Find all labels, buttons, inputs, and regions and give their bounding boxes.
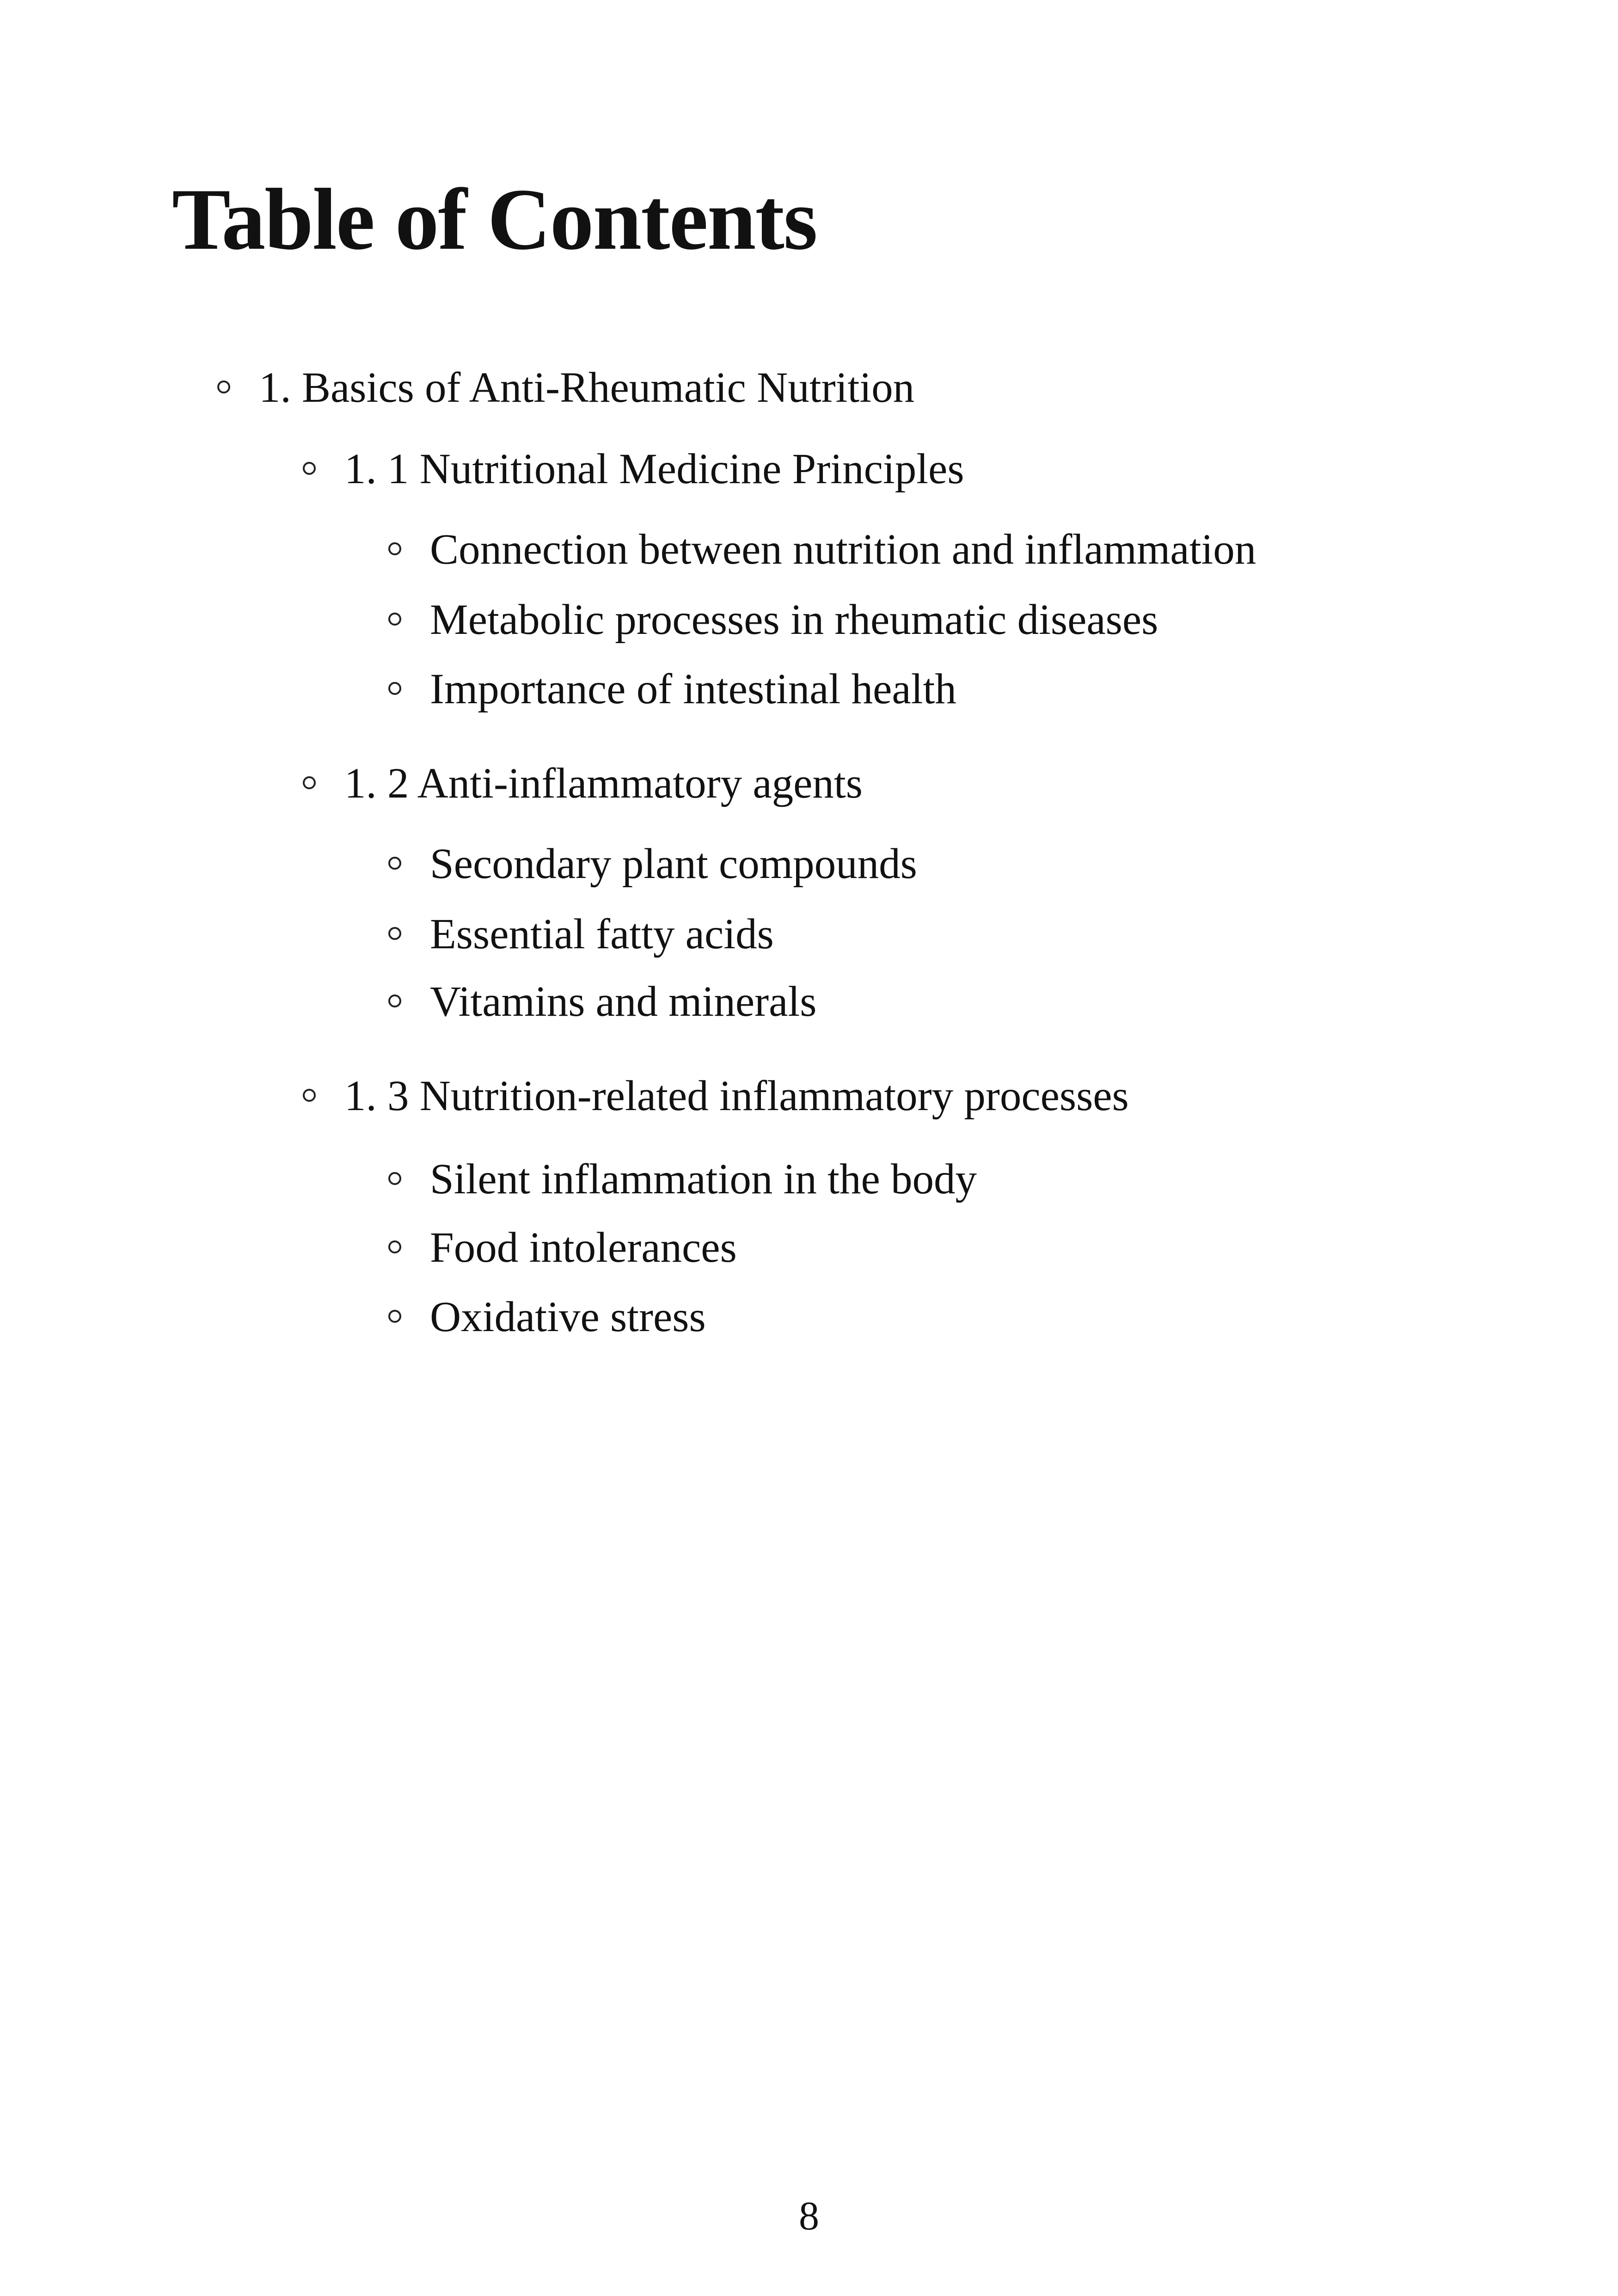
hollow-circle-bullet-icon <box>303 776 316 789</box>
toc-item-label: Secondary plant compounds <box>430 840 917 888</box>
hollow-circle-bullet-icon <box>388 1310 401 1323</box>
toc-section-label: 1. 3 Nutrition-related inflammatory processes <box>344 1072 1129 1120</box>
toc-item-label: Metabolic processes in rheumatic diseases <box>430 596 1158 644</box>
toc-item-label: Silent inflammation in the body <box>430 1155 977 1203</box>
hollow-circle-bullet-icon <box>303 1089 316 1102</box>
hollow-circle-bullet-icon <box>303 462 316 475</box>
hollow-circle-bullet-icon <box>217 381 230 393</box>
toc-item-label: Vitamins and minerals <box>430 978 817 1025</box>
page-title: Table of Contents <box>172 171 817 268</box>
toc-item-label: Essential fatty acids <box>430 910 774 958</box>
toc-chapter-label: 1. Basics of Anti-Rheumatic Nutrition <box>259 364 915 411</box>
hollow-circle-bullet-icon <box>388 927 401 940</box>
toc-section-label: 1. 1 Nutritional Medicine Principles <box>344 445 964 493</box>
hollow-circle-bullet-icon <box>388 1172 401 1185</box>
hollow-circle-bullet-icon <box>388 613 401 626</box>
hollow-circle-bullet-icon <box>388 1240 401 1253</box>
hollow-circle-bullet-icon <box>388 857 401 870</box>
toc-item-label: Food intolerances <box>430 1224 737 1271</box>
hollow-circle-bullet-icon <box>388 682 401 695</box>
hollow-circle-bullet-icon <box>388 995 401 1007</box>
page-number: 8 <box>799 2194 819 2239</box>
toc-section-label: 1. 2 Anti-inflammatory agents <box>344 760 863 807</box>
toc-item-label: Importance of intestinal health <box>430 665 956 713</box>
hollow-circle-bullet-icon <box>388 542 401 555</box>
toc-item-label: Connection between nutrition and inflammation <box>430 526 1256 573</box>
toc-item-label: Oxidative stress <box>430 1293 706 1341</box>
